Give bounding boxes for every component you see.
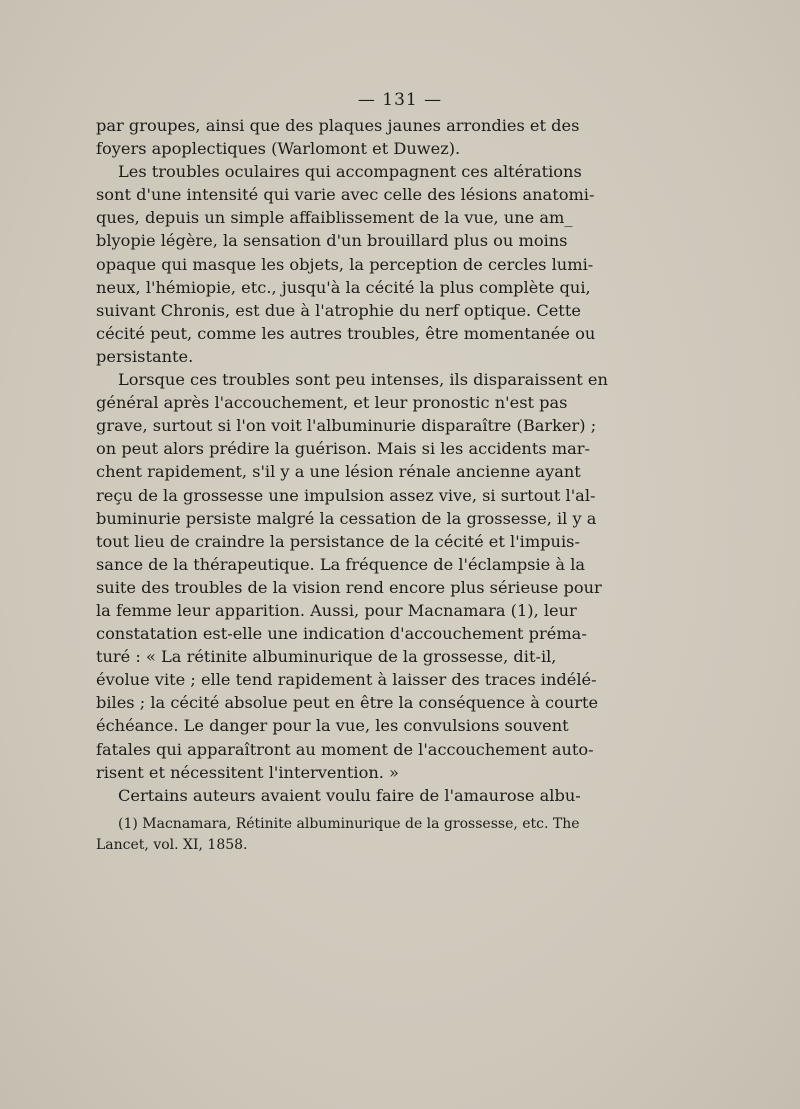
main-text: [96, 114, 608, 807]
text-line: évolue vite ; elle tend rapidement à laisser des traces indélé-: [96, 670, 597, 690]
text-line: opaque qui masque les objets, la perception de cercles lumi-: [96, 254, 594, 274]
text-line: cécité peut, comme les autres troubles, être momentanée ou: [96, 323, 596, 343]
text-line: tout lieu de craindre la persistance de la cécité et l'impuis-: [96, 531, 580, 551]
text-line: buminurie persiste malgré la cessation de la grossesse, il y a: [96, 508, 597, 528]
text-line: Certains auteurs avaient voulu faire de l'amaurose albu-: [118, 785, 581, 805]
text-line: biles ; la cécité absolue peut en être la conséquence à courte: [96, 693, 599, 713]
text-line: par groupes, ainsi que des plaques jaunes arrondies et des: [96, 116, 580, 135]
text-line: suite des troubles de la vision rend encore plus sérieuse pour: [96, 577, 602, 597]
text-line: général après l'accouchement, et leur pronostic n'est pas: [96, 393, 568, 413]
text-line: suivant Chronis, est due à l'atrophie du nerf optique. Cette: [96, 300, 581, 320]
text-line: on peut alors prédire la guérison. Mais si les accidents mar-: [96, 439, 590, 459]
text-line: Les troubles oculaires qui accompagnent ces altérations: [118, 162, 582, 182]
page-number-header: — 131 —: [357, 90, 443, 110]
text-line: reçu de la grossesse une impulsion assez vive, si surtout l'al-: [96, 485, 596, 505]
footnote-line: Lancet, vol. XI, 1858.: [96, 837, 248, 853]
text-line: foyers apoplectiques (Warlomont et Duwez).: [96, 139, 461, 159]
text-line: Lorsque ces troubles sont peu intenses, ils disparaissent en: [118, 370, 608, 390]
text-line: blyopie légère, la sensation d'un brouillard plus ou moins: [96, 231, 568, 251]
text-line: chent rapidement, s'il y a une lésion rénale ancienne ayant: [96, 462, 581, 482]
text-line: grave, surtout si l'on voit l'albuminurie disparaître (Barker) ;: [96, 416, 597, 436]
text-line: turé : « La rétinite albuminurique de la grossesse, dit-il,: [96, 647, 557, 667]
text-line: constatation est-elle une indication d'accouchement préma-: [96, 624, 587, 644]
text-line: persistante.: [96, 346, 194, 366]
text-line: sance de la thérapeutique. La fréquence de l'éclampsie à la: [96, 554, 586, 574]
text-line: risent et nécessitent l'intervention. »: [96, 762, 399, 782]
text-line: la femme leur apparition. Aussi, pour Macnamara (1), leur: [96, 600, 577, 620]
text-line: fatales qui apparaîtront au moment de l'accouchement auto-: [96, 739, 594, 759]
footnote: [96, 814, 580, 856]
text-line: échéance. Le danger pour la vue, les convulsions souvent: [96, 716, 569, 736]
text-line: sont d'une intensité qui varie avec celle des lésions anatomi-: [96, 185, 595, 205]
text-line: neux, l'hémiopie, etc., jusqu'à la cécité la plus complète qui,: [96, 277, 591, 297]
text-line: ques, depuis un simple affaiblissement de la vue, une am_: [96, 208, 573, 228]
footnote-line: (1) Macnamara, Rétinite albuminurique de la grossesse, etc. The: [118, 816, 580, 832]
